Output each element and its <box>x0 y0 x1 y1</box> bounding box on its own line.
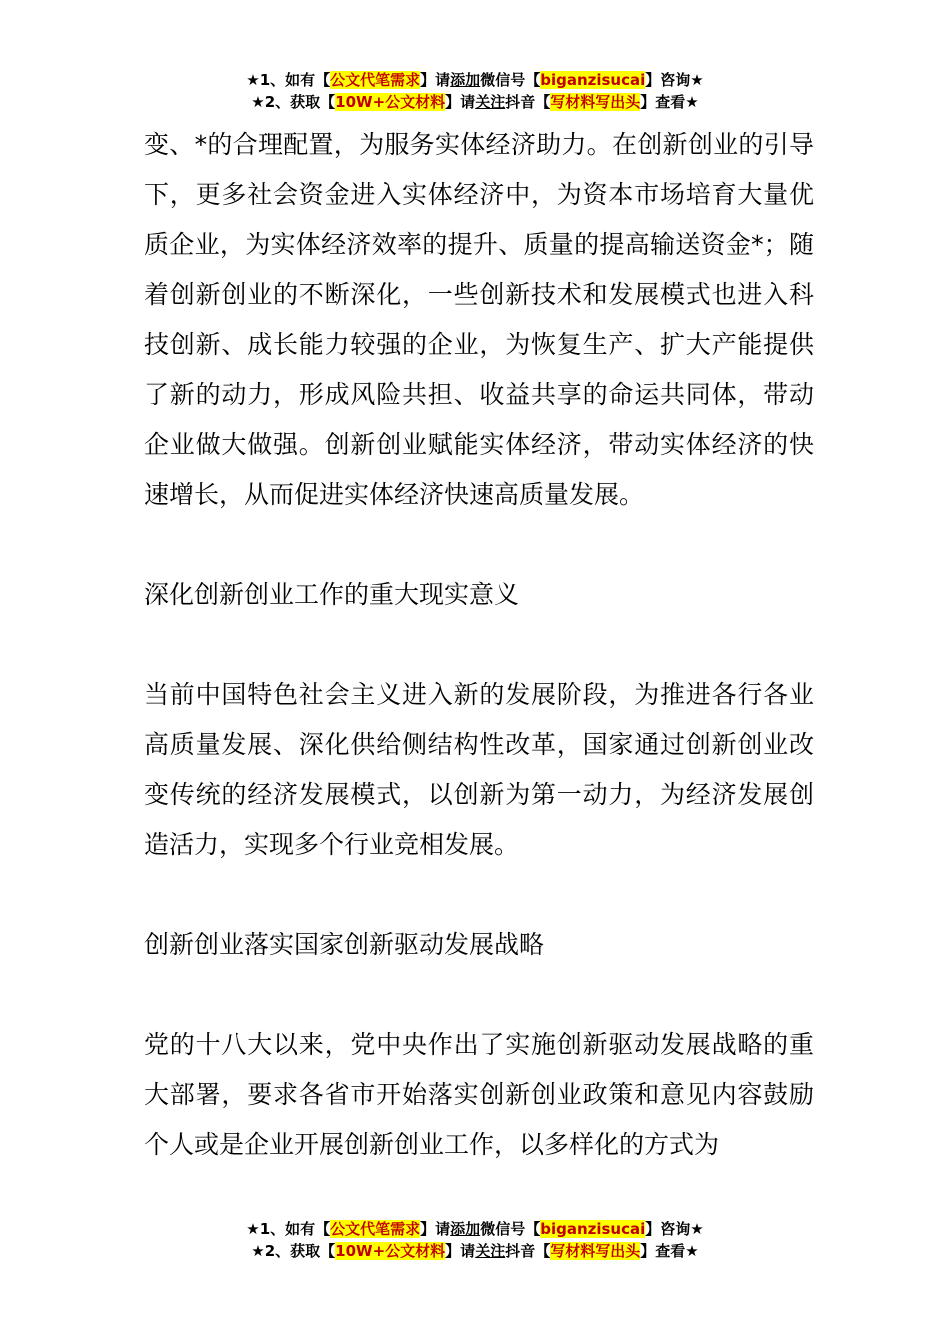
section-heading-2: 创新创业落实国家创新驱动发展战略 <box>144 930 545 959</box>
banner-line-1: ★1、如有【公文代笔需求】请添加微信号【biganzisucai】咨询★ <box>246 71 704 89</box>
paragraph-1: 变、*的合理配置，为服务实体经济助力。在创新创业的引导下，更多社会资金进入实体经济中，为资本市场培育大量优质企业，为实体经济效率的提升、质量的提高输送资金*；随着创新创业的不断深化，一些创新技术和发展模式也进入科技创新、成长能力较强的企业，为恢复生产、扩大产能提供了新的动力，形成风险共担、收益共享的命运共同体，带动企业做大做强。创新创业赋能实体经济，带动实体经济的快速增长，从而促进实体经济快速高质量发展。 <box>144 130 814 509</box>
star-icon: ★ <box>246 1220 260 1238</box>
section-heading-1: 深化创新创业工作的重大现实意义 <box>144 580 520 609</box>
star-icon: ★ <box>246 71 260 89</box>
star-icon: ★ <box>251 1242 265 1260</box>
spacer <box>144 620 814 670</box>
spacer <box>144 970 814 1020</box>
star-icon: ★ <box>690 71 704 89</box>
highlight-materials: 10W+公文材料 <box>335 93 446 111</box>
star-icon: ★ <box>685 1242 699 1260</box>
highlight-service: 公文代笔需求 <box>330 71 421 89</box>
paragraph-2: 当前中国特色社会主义进入新的发展阶段，为推进各行各业高质量发展、深化供给侧结构性改革，国家通过创新创业改变传统的经济发展模式，以创新为第一动力，为经济发展创造活力，实现多个行业竞相发展。 <box>144 680 814 859</box>
highlight-service: 公文代笔需求 <box>330 1220 421 1238</box>
bottom-banner <box>0 1218 950 1262</box>
highlight-wechat-id: biganzisucai <box>540 71 646 89</box>
spacer <box>144 870 814 920</box>
paragraph-3: 党的十八大以来，党中央作出了实施创新驱动发展战略的重大部署，要求各省市开始落实创新创业政策和意见内容鼓励个人或是企业开展创新创业工作，以多样化的方式为 <box>144 1030 814 1159</box>
banner-line-2: ★2、获取【10W+公文材料】请关注抖音【写材料写出头】查看★ <box>251 93 699 111</box>
banner-line-1: ★1、如有【公文代笔需求】请添加微信号【biganzisucai】咨询★ <box>246 1220 704 1238</box>
banner-line-2: ★2、获取【10W+公文材料】请关注抖音【写材料写出头】查看★ <box>251 1242 699 1260</box>
highlight-douyin-account: 写材料写出头 <box>550 1242 641 1260</box>
highlight-materials: 10W+公文材料 <box>335 1242 446 1260</box>
star-icon: ★ <box>685 93 699 111</box>
highlight-douyin-account: 写材料写出头 <box>550 93 641 111</box>
highlight-wechat-id: biganzisucai <box>540 1220 646 1238</box>
document-body <box>144 120 814 1170</box>
spacer <box>144 520 814 570</box>
top-banner <box>0 69 950 113</box>
star-icon: ★ <box>690 1220 704 1238</box>
star-icon: ★ <box>251 93 265 111</box>
